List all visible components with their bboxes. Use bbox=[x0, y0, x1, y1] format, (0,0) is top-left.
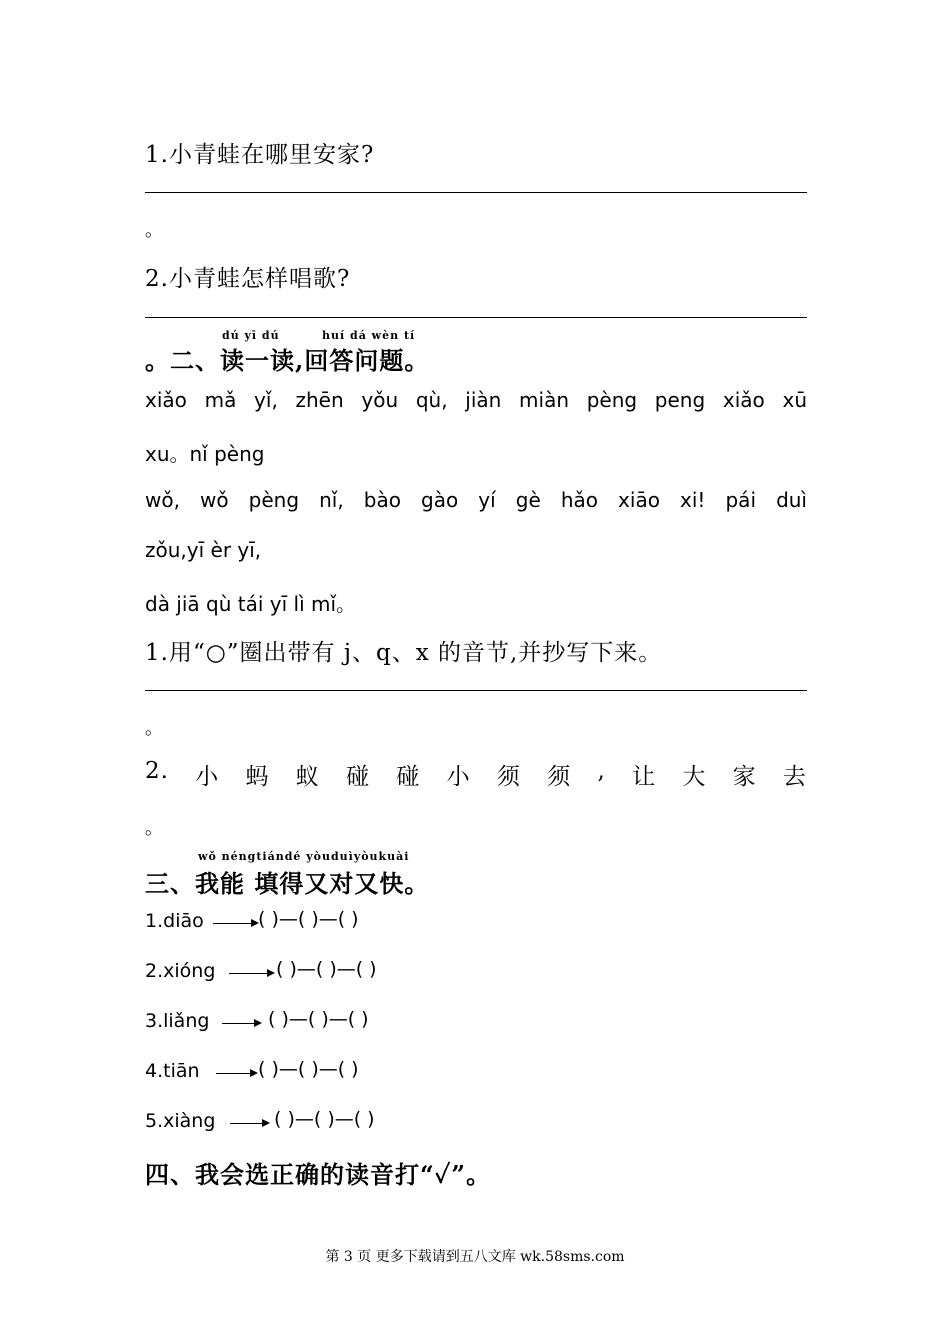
answer-end-mark-3: 。 bbox=[145, 718, 163, 739]
fill-item-label: 4.tiān bbox=[145, 1060, 200, 1082]
answer-end-mark-1: 。 bbox=[145, 220, 163, 241]
fill-item-1 bbox=[145, 910, 204, 932]
answer-line-3 bbox=[145, 690, 807, 691]
q2-char: 2. bbox=[145, 758, 169, 784]
pinyin-line-2: xu。nǐ pèng bbox=[145, 442, 265, 466]
arrow-line bbox=[216, 1073, 252, 1074]
section-4-title: 四、我会选正确的读音打“✓”。 bbox=[145, 1160, 492, 1189]
pinyin-line-5: dà jiā qù tái yī lì mǐ。 bbox=[145, 592, 357, 616]
q2-char: 蚁 bbox=[295, 764, 320, 790]
fill-item-blanks: ( )—( )—( ) bbox=[276, 958, 377, 980]
section-2-title: 二、读一读,回答问题。 bbox=[170, 346, 430, 375]
q2-char: 碰 bbox=[396, 764, 421, 790]
q2-char: 让 bbox=[632, 764, 657, 790]
answer-end-mark-4: 。 bbox=[145, 818, 163, 839]
fill-item-2 bbox=[145, 960, 215, 982]
q2-char: 须 bbox=[496, 764, 521, 790]
q2-char: 蚂 bbox=[245, 764, 270, 790]
fill-item-5 bbox=[145, 1110, 215, 1132]
q2-char: 家 bbox=[732, 764, 757, 790]
question-1: 1.小青蛙在哪里安家? bbox=[145, 142, 375, 168]
q2-char: 小 bbox=[195, 764, 220, 790]
fill-item-blanks: ( )—( )—( ) bbox=[268, 1008, 369, 1030]
fill-item-label: 5.xiàng bbox=[145, 1110, 216, 1132]
section-2-lead-dot: 。 bbox=[145, 346, 170, 375]
fill-item-blanks: ( )—( )—( ) bbox=[258, 908, 359, 930]
answer-line-2 bbox=[145, 317, 807, 318]
section-3-title: 三、我能 填得又对又快。 bbox=[145, 869, 430, 898]
pinyin-line-3: wǒ, wǒ pèng nǐ, bào gào yí gè hǎo xiāo xi! pái duì bbox=[145, 488, 807, 512]
arrow-line bbox=[229, 973, 269, 974]
pinyin-line-1: xiǎo mǎ yǐ, zhēn yǒu qù, jiàn miàn pèng peng xiǎo xū bbox=[145, 388, 807, 412]
q2-char: 小 bbox=[446, 764, 471, 790]
fill-item-blanks: ( )—( )—( ) bbox=[274, 1108, 375, 1130]
ruby-du-yi-du: dú yī dú bbox=[222, 329, 280, 342]
pinyin-line-4: zǒu,yī èr yī, bbox=[145, 538, 262, 562]
arrow-right-icon bbox=[254, 1019, 262, 1027]
arrow-line bbox=[222, 1023, 256, 1024]
arrow-right-icon bbox=[267, 969, 275, 977]
answer-line-1 bbox=[145, 192, 807, 193]
arrow-right-icon bbox=[262, 1119, 270, 1127]
question-2: 2.小青蛙怎样唱歌? bbox=[145, 266, 351, 292]
section-2-question-2 bbox=[145, 758, 807, 791]
q2-char: 大 bbox=[682, 764, 707, 790]
fill-item-blanks: ( )—( )—( ) bbox=[258, 1058, 359, 1080]
fill-item-label: 1.diāo bbox=[145, 910, 204, 932]
arrow-line bbox=[230, 1123, 264, 1124]
section-2-title-row bbox=[145, 341, 429, 376]
fill-item-4 bbox=[145, 1060, 200, 1082]
fill-item-3 bbox=[145, 1010, 209, 1032]
arrow-right-icon bbox=[250, 1069, 258, 1077]
arrow-line bbox=[213, 923, 253, 924]
q2-char: 碰 bbox=[346, 764, 371, 790]
page-footer: 第 3 页 更多下载请到五八文库 wk.58sms.com bbox=[325, 1249, 625, 1265]
q2-char: 去 bbox=[782, 764, 807, 790]
section-2-question-1: 1.用“○”圈出带有 j、q、x 的音节,并抄写下来。 bbox=[145, 640, 663, 666]
fill-item-label: 3.liǎng bbox=[145, 1010, 210, 1032]
fill-item-label: 2.xióng bbox=[145, 960, 216, 982]
q2-char: 须 bbox=[547, 764, 572, 790]
q2-char: , bbox=[597, 758, 606, 784]
section-3-ruby: wǒ néngtiándé yòuduìyòukuài bbox=[198, 850, 410, 863]
ruby-huida-wenti: huí dá wèn tí bbox=[322, 329, 416, 342]
